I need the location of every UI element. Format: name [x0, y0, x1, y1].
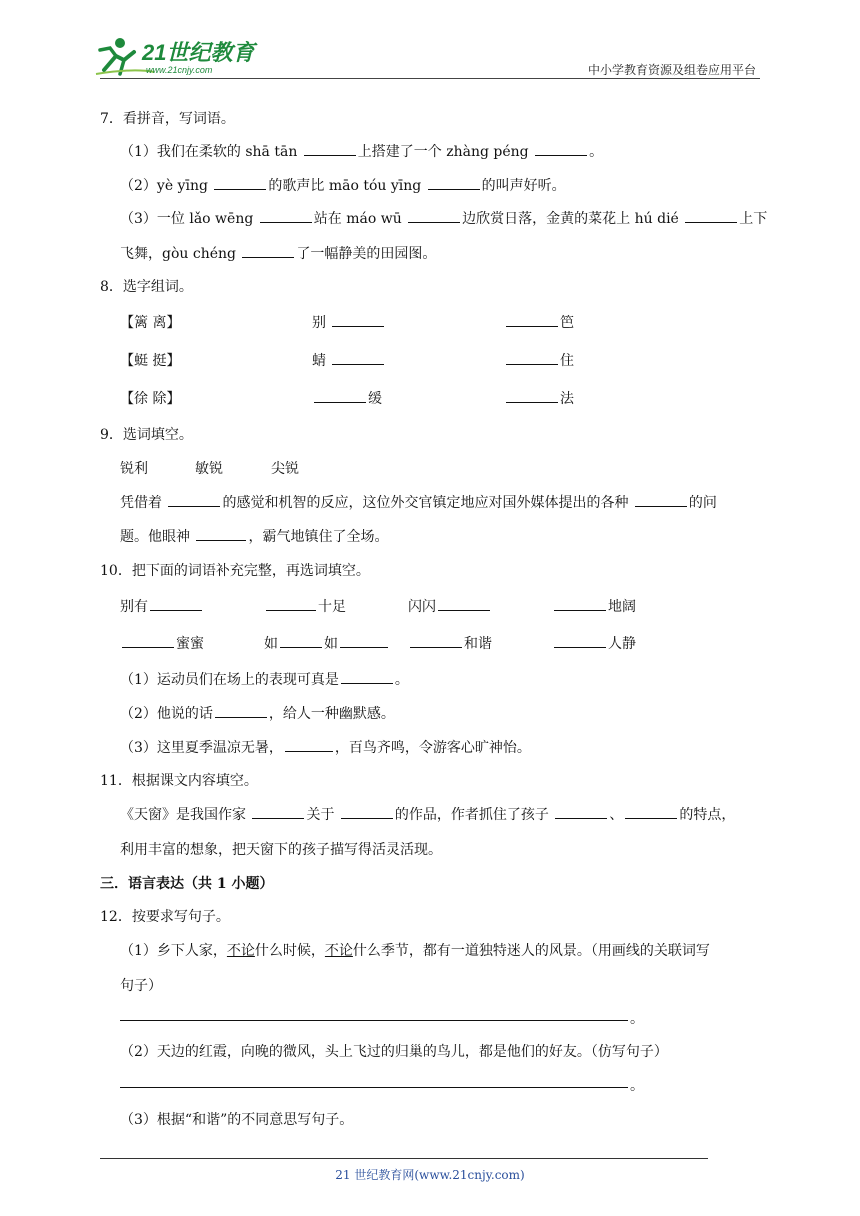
- q8-word-left-1: 别: [312, 312, 386, 332]
- q9-word-2: 敏锐: [195, 461, 223, 477]
- q10-word-7: 和谐: [408, 633, 492, 653]
- q11-line-2: 利用丰富的想象，把天窗下的孩子描写得活灵活现。: [120, 842, 442, 858]
- q10-word-8: 人静: [552, 633, 636, 653]
- q7-line-1: （1）我们在柔软的 shā tān 上搭建了一个 zhàng péng 。: [120, 141, 603, 161]
- answer-blank[interactable]: [332, 312, 384, 327]
- answer-blank[interactable]: [314, 388, 366, 403]
- answer-blank[interactable]: [196, 526, 246, 541]
- q10-word-3: 闪闪: [408, 596, 492, 616]
- answer-blank[interactable]: [410, 633, 462, 648]
- q8-word-left-2: 蜻: [312, 350, 386, 370]
- answer-blank[interactable]: [554, 596, 606, 611]
- q10-word-6: 如 如: [264, 633, 390, 653]
- answer-line-2[interactable]: [120, 1087, 628, 1088]
- q9-title: 9．选词填空。: [100, 427, 193, 443]
- answer-blank[interactable]: [340, 633, 388, 648]
- answer-blank[interactable]: [625, 804, 677, 819]
- answer-blank[interactable]: [285, 737, 333, 752]
- answer-blank[interactable]: [535, 141, 587, 156]
- answer-blank[interactable]: [168, 492, 220, 507]
- q10-sentence-2: （2）他说的话 ，给人一种幽默感。: [120, 703, 395, 723]
- q8-pair-2: 【蜓 挺】: [120, 353, 181, 369]
- answer-blank[interactable]: [428, 175, 480, 190]
- q10-word-1: 别有: [120, 596, 204, 616]
- site-logo: [94, 34, 264, 78]
- answer-blank[interactable]: [304, 141, 356, 156]
- header-divider: [100, 78, 760, 79]
- q12-sentence-1-cont: 句子）: [120, 978, 162, 994]
- answer-blank[interactable]: [341, 804, 393, 819]
- answer-blank[interactable]: [685, 208, 737, 223]
- answer-line-1[interactable]: [120, 1020, 628, 1021]
- answer-blank[interactable]: [341, 669, 393, 684]
- q12-sentence-1: （1）乡下人家，不论什么时候，不论什么季节，都有一道独特迷人的风景。（用画线的关联词写: [120, 943, 710, 959]
- footer-text[interactable]: 21 世纪教育网(www.21cnjy.com): [335, 1168, 525, 1182]
- answer-blank[interactable]: [122, 633, 174, 648]
- q7-line-4: 飞舞，gòu chéng 了一幅静美的田园图。: [120, 243, 436, 263]
- answer-blank[interactable]: [252, 804, 304, 819]
- answer-blank[interactable]: [555, 804, 607, 819]
- q8-pair-1: 【篱 离】: [120, 315, 181, 331]
- answer-blank[interactable]: [280, 633, 322, 648]
- platform-name: 中小学教育资源及组卷应用平台: [587, 63, 756, 77]
- q10-sentence-1: （1）运动员们在场上的表现可真是 。: [120, 669, 409, 689]
- answer-blank[interactable]: [554, 633, 606, 648]
- q9-word-3: 尖锐: [271, 461, 299, 477]
- runner-logo-icon: [94, 34, 264, 78]
- q8-pair-3: 【徐 除】: [120, 391, 181, 407]
- answer-blank[interactable]: [506, 388, 558, 403]
- answer-blank[interactable]: [242, 243, 294, 258]
- q8-word-right-3: 法: [504, 388, 574, 408]
- q10-word-2: 十足: [264, 596, 346, 616]
- q10-title: 10．把下面的词语补充完整，再选词填空。: [100, 563, 370, 579]
- q8-title: 8．选字组词。: [100, 279, 193, 295]
- q7-title: 7．看拼音，写词语。: [100, 111, 235, 127]
- q8-word-right-1: 笆: [504, 312, 574, 332]
- answer-blank[interactable]: [260, 208, 312, 223]
- q12-sentence-3: （3）根据“和谐”的不同意思写句子。: [120, 1112, 354, 1128]
- q10-sentence-3: （3）这里夏季温凉无暑， ，百鸟齐鸣，令游客心旷神怡。: [120, 737, 531, 757]
- q10-word-5: 蜜蜜: [120, 633, 204, 653]
- answer-blank[interactable]: [214, 175, 266, 190]
- q10-word-4: 地阔: [552, 596, 636, 616]
- answer-blank[interactable]: [215, 703, 267, 718]
- q11-title: 11．根据课文内容填空。: [100, 773, 258, 789]
- q11-line-1: 《天窗》是我国作家 关于 的作品，作者抓住了孩子 、 的特点，: [120, 804, 735, 824]
- answer-line-1-end: 。: [630, 1011, 644, 1027]
- answer-blank[interactable]: [266, 596, 316, 611]
- answer-line-2-end: 。: [630, 1078, 644, 1094]
- answer-blank[interactable]: [408, 208, 460, 223]
- svg-text:www.21cnjy.com: www.21cnjy.com: [146, 65, 213, 75]
- q8-word-right-2: 住: [504, 350, 574, 370]
- q9-word-1: 锐利: [120, 461, 148, 477]
- answer-blank[interactable]: [506, 350, 558, 365]
- q12-sentence-2: （2）天边的红霞，向晚的微风，头上飞过的归巢的鸟儿，都是他们的好友。（仿写句子）: [120, 1044, 668, 1060]
- section-3-title: 三．语言表达（共 1 小题）: [100, 876, 274, 892]
- q9-line-1: 凭借着 的感觉和机智的反应，这位外交官镇定地应对国外媒体提出的各种 的问: [120, 492, 717, 512]
- q12-title: 12．按要求写句子。: [100, 909, 230, 925]
- svg-text:21世纪教育: 21世纪教育: [142, 40, 255, 65]
- q7-line-3: （3）一位 lǎo wēng 站在 máo wū 边欣赏日落，金黄的菜花上 hú dié 上下: [120, 208, 767, 228]
- answer-blank[interactable]: [438, 596, 490, 611]
- q7-line-2: （2）yè yīng 的歌声比 māo tóu yīng 的叫声好听。: [120, 175, 566, 195]
- q9-line-2: 题。他眼神 ，霸气地镇住了全场。: [120, 526, 388, 546]
- footer-divider: [100, 1158, 708, 1159]
- answer-blank[interactable]: [332, 350, 384, 365]
- answer-blank[interactable]: [150, 596, 202, 611]
- answer-blank[interactable]: [506, 312, 558, 327]
- answer-blank[interactable]: [635, 492, 687, 507]
- q8-word-left-3: 缓: [312, 388, 382, 408]
